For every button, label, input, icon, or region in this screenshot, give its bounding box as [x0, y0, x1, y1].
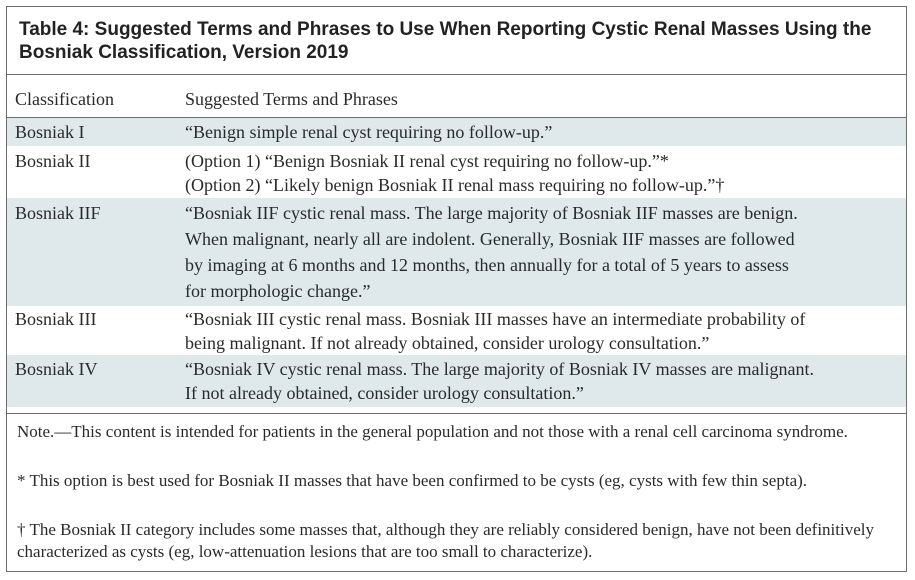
- table-row: [7, 306, 906, 355]
- table-row: [7, 198, 906, 306]
- classification-cell: Bosniak II: [15, 151, 91, 171]
- footnote-dagger: † The Bosniak II category includes some masses that, although they are reliably considered benign, have not been definitively characterized as cysts (eg, low-attenuation lesions that are too small to characterize).: [17, 520, 874, 561]
- footer-rule: [7, 413, 906, 414]
- table-frame: [6, 6, 907, 572]
- table-row: [7, 355, 906, 407]
- classification-cell: Bosniak IV: [15, 359, 98, 379]
- table-title: Table 4: Suggested Terms and Phrases to Use When Reporting Cystic Renal Masses Using the Bosniak Classification, Version 2019: [19, 19, 872, 63]
- classification-cell: Bosniak IIF: [15, 203, 101, 223]
- phrase-line: (Option 2) “Likely benign Bosniak II renal mass requiring no follow-up.”†: [185, 175, 725, 195]
- phrase-line: “Bosniak III cystic renal mass. Bosniak III masses have an intermediate probability of: [185, 309, 806, 329]
- classification-cell: Bosniak III: [15, 309, 97, 329]
- table-row: [7, 146, 906, 198]
- phrase-line: If not already obtained, consider urology consultation.”: [185, 383, 584, 403]
- phrase-line: being malignant. If not already obtained, consider urology consultation.”: [185, 333, 710, 353]
- table-note: Note.—This content is intended for patients in the general population and not those with a renal cell carcinoma syndrome.: [17, 422, 848, 441]
- column-header-classification: Classification: [15, 89, 114, 109]
- column-header-phrases: Suggested Terms and Phrases: [185, 89, 398, 109]
- footnote-asterisk: * This option is best used for Bosniak II masses that have been confirmed to be cysts (eg, cysts with few thin septa).: [17, 471, 808, 490]
- phrase-line: (Option 1) “Benign Bosniak II renal cyst requiring no follow-up.”*: [185, 151, 669, 171]
- phrase-line: “Benign simple renal cyst requiring no follow-up.”: [185, 122, 553, 142]
- phrase-line: by imaging at 6 months and 12 months, then annually for a total of 5 years to assess: [185, 255, 789, 275]
- classification-cell: Bosniak I: [15, 122, 85, 142]
- phrase-line: “Bosniak IIF cystic renal mass. The large majority of Bosniak IIF masses are benign.: [185, 203, 798, 223]
- phrase-line: for morphologic change.”: [185, 281, 371, 301]
- title-rule: [7, 74, 906, 75]
- table-row: [7, 118, 906, 146]
- phrase-line: “Bosniak IV cystic renal mass. The large majority of Bosniak IV masses are malignant.: [185, 359, 815, 379]
- phrase-line: When malignant, nearly all are indolent. Generally, Bosniak IIF masses are followed: [185, 229, 795, 249]
